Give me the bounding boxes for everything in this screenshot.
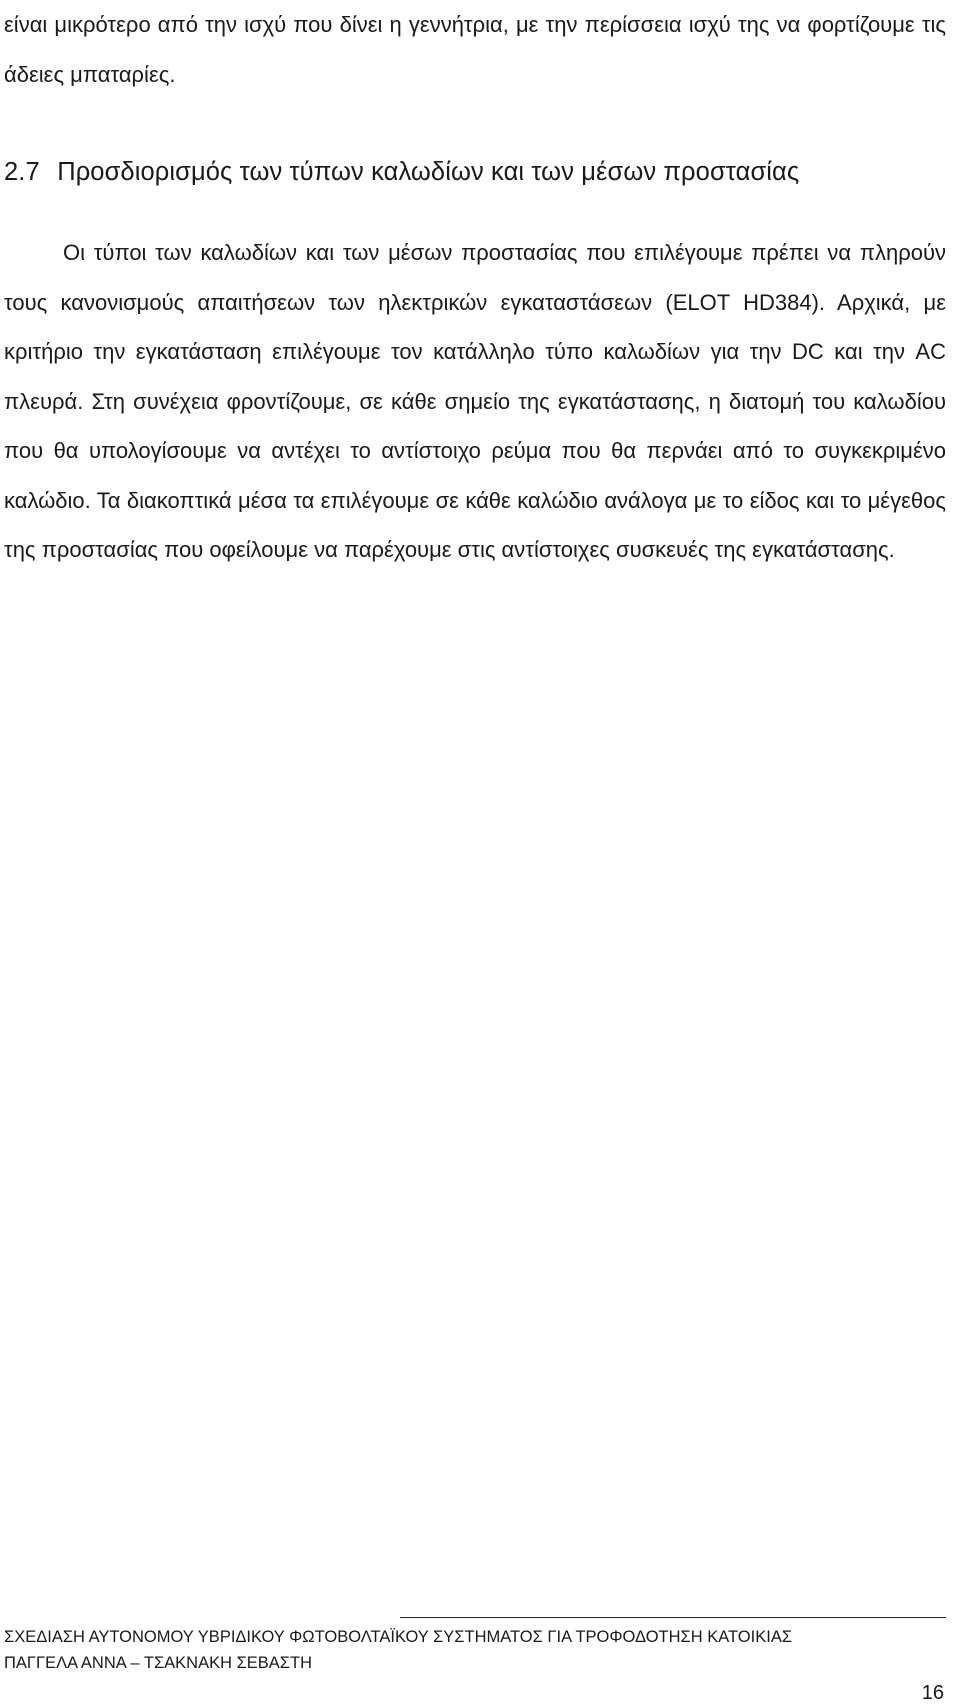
section-title: Προσδιορισμός των τύπων καλωδίων και των μέσων προστασίας [57,158,800,186]
section-number: 2.7 [4,158,40,186]
page-number: 16 [921,1682,944,1704]
main-paragraph [4,228,946,575]
footer-authors: ΠΑΓΓΕΛΑ ΑΝΝΑ – ΤΣΑΚΝΑΚΗ ΣΕΒΑΣΤΗ [4,1654,312,1672]
main-paragraph-text: Οι τύποι των καλωδίων και των μέσων προστασίας που επιλέγουμε πρέπει να πληρούν τους κανονισμούς απαιτήσεων των ηλεκτρικών εγκαταστάσεων (ELOT HD384). Αρχικά, με κριτήριο την εγκατάσταση επιλέγουμε τον κατάλληλο τύπο καλωδίων για την DC και την AC πλευρά. Στη συνέχεια φροντίζουμε, σε κάθε σημείο της εγκατάστασης, η διατομή του καλωδίου που θα υπολογίσουμε να αντέχει το αντίστοιχο ρεύμα που θα περνάει από το συγκεκριμένο καλώδιο. Τα διακοπτικά μέσα τα επιλέγουμε σε κάθε καλώδιο ανάλογα με το είδος και το μέγεθος της προστασίας που οφείλουμε να παρέχουμε στις αντίστοιχες συσκευές της εγκατάστασης. [4,240,946,562]
intro-paragraph: είναι μικρότερο από την ισχύ που δίνει η γεννήτρια, με την περίσσεια ισχύ της να φορτίζουμε τις άδειες μπαταρίες. [4,12,946,87]
footer-title: ΣΧΕΔΙΑΣΗ ΑΥΤΟΝΟΜΟΥ ΥΒΡΙΔΙΚΟΥ ΦΩΤΟΒΟΛΤΑΪΚΟΥ ΣΥΣΤΗΜΑΤΟΣ ΓΙΑ ΤΡΟΦΟΔΟΤΗΣΗ ΚΑΤΟΙΚΙΑΣ [4,1628,793,1646]
section-heading [4,152,946,192]
footer-divider [400,1617,946,1618]
